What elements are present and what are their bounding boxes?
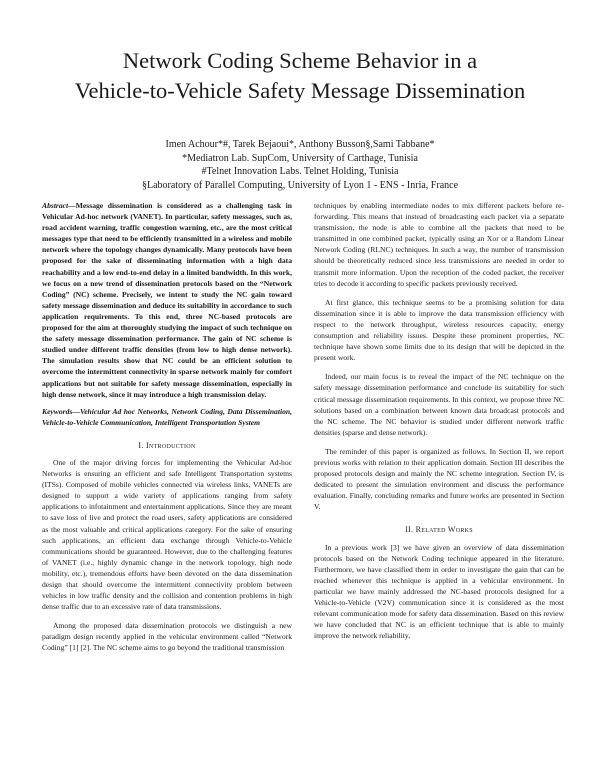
affiliation-2: #Telnet Innovation Labs. Telnet Holding, Tunisia <box>201 166 399 177</box>
right-column <box>314 200 564 649</box>
intro-paragraph-2: Among the proposed data dissemination protocols we distinguish a new paradigm design recently applied in the vehicular environment called “Network Coding” [1] [2]. The NC scheme aims to go beyond the traditional transmission <box>42 621 292 653</box>
affiliation-1: *Mediatron Lab. SupCom, University of Carthage, Tunisia <box>182 152 418 164</box>
keywords <box>42 406 292 428</box>
abstract <box>42 200 292 400</box>
keywords-label: Keywords— <box>42 406 80 416</box>
right-paragraph-1: techniques by enabling intermediate nodes to mix different packets before re-forwarding. This means that instead of broadcasting each packet via a separate transmission, the node is able to combine all the packets that need to be transmitted in one combined packet, typically using an Xor or a Random Linear Network Coding (RLNC) techniques. In such a way, the number of transmission should be theoretically reduced since less transmissions are needed in order to transmit more information. Upon the reception of the coded packet, the receiver tries to decode it according to specific packets previously received. <box>314 201 564 288</box>
author-block <box>40 138 560 192</box>
left-column <box>42 200 292 662</box>
keywords-text: Vehicular Ad hoc Networks, Network Coding, Data Dissemination, Vehicle-to-Vehicle Communication, Intelligent Transportation System <box>42 406 292 427</box>
right-paragraph-3: Indeed, our main focus is to reveal the impact of the NC technique on the safety message dissemination performance and conclude its suitability for such critical message dissemination requirements. In this context, we propose three NC solutions based on a combination between known data broadcast protocols and the NC scheme. The NC behavior is studied under different network traffic densities (sparse and dense network). <box>314 372 564 437</box>
paper-title <box>40 46 560 106</box>
title-line-2: Vehicle-to-Vehicle Safety Message Dissemination <box>74 78 526 103</box>
abstract-text: Message dissemination is considered as a challenging task in Vehicular Ad-hoc network (VANET). In particular, safety messages, such as, road accident warning, traffic congestion warning, etc., are the most critical messages type that need to be efficiently transmitted in a wireless and mobile network where the topology changes dynamically. Many protocols have been proposed for the sake of disseminating information with a high data reachability and a low end-to-end delay in a limited bandwidth. In this work, we focus on a new trend of dissemination protocols based on the “Network Coding” (NC) scheme. Precisely, we intent to study the NC gain toward safety message dissemination and deduce its suitability in accordance to such application requirements. To this end, three NC-based protocols are proposed for the aim at thoroughly studying the impact of such technique on the safety message dissemination performance. The gain of NC scheme is studied under different traffic densities (from low to high dense network). The simulation results show that NC could be an efficient solution to overcome the intermittent connectivity in sparse network mainly for comfort applications but not suitable for safety message dissemination, especially in high dense network, since it may introduce a high transmission delay. <box>42 201 292 399</box>
abstract-label: Abstract— <box>42 201 76 210</box>
section-heading-related-works: II. Related Works <box>405 525 473 535</box>
right-paragraph-2: At first glance, this technique seems to be a promising solution for data dissemination since it is able to improve the data transmission efficiency with respect to the network throughput, wireless resources capacity, energy consumption and reliability issues. Despite these prominent properties, NC technique have shown some limits due to its design that will be depicted in the present work. <box>314 297 564 363</box>
right-paragraph-4: The reminder of this paper is organized as follows. In Section II, we report previous works with relation to their application domain. Section III describes the proposed protocols design and mainly the NC scheme integration. Section IV, is dedicated to present the simulation environment and discuss the performance evaluation. Finally, concluding remarks and future works are presented in Section V. <box>314 446 564 512</box>
title-line-1: Network Coding Scheme Behavior in a <box>122 48 478 73</box>
intro-paragraph-1: One of the major driving forces for implementing the Vehicular Ad-hoc Networks is ensuring an efficient and safe Intelligent Transportation systems (ITSs). Composed of mobile vehicles connected via wireless links, VANETs are designed to support a wide variety of applications ranging from safety applications to infotainment and entertainment applications. Since they are meant to save loss of live and protect the road users, safety applications are considered as the most valuable and critical applications category. For the sake of ensuring such applications, an efficient data exchange through Vehicle-to-Vehicle communications should be guaranteed. However, due to the challenging features of VANET (i.e., highly dynamic change in the network topology, high node mobility, etc.), tremendous efforts have been devoted on the data dissemination design that should overcome the intermittent connectivity problem between vehicles in low traffic density and the collision and contention problems in high dense traffic due to an excessive rate of data transmissions. <box>42 457 292 612</box>
affiliation-3: §Laboratory of Parallel Computing, University of Lyon 1 - ENS - Inria, France <box>141 179 459 191</box>
section-heading-introduction: I. Introduction <box>138 440 196 450</box>
related-works-paragraph-1: In a previous work [3] we have given an overview of data dissemination protocols based on the Network Coding technique appeared in the literature. Furthermore, we have classified them in order to investigate the gain that can be reached whenever this technique is applied in a vehicular environment. In particular we have mainly addressed the NC-based protocols designed for a Vehicle-to-Vehicle (V2V) communication since it is considered as the most relevant communication mode for safety data dissemination. Based on this review we have concluded that NC is an efficient technique that is able to mainly improve the network reliability, <box>314 542 564 641</box>
author-names: Imen Achour*#, Tarek Bejaoui*, Anthony Busson§,Sami Tabbane* <box>165 139 435 150</box>
